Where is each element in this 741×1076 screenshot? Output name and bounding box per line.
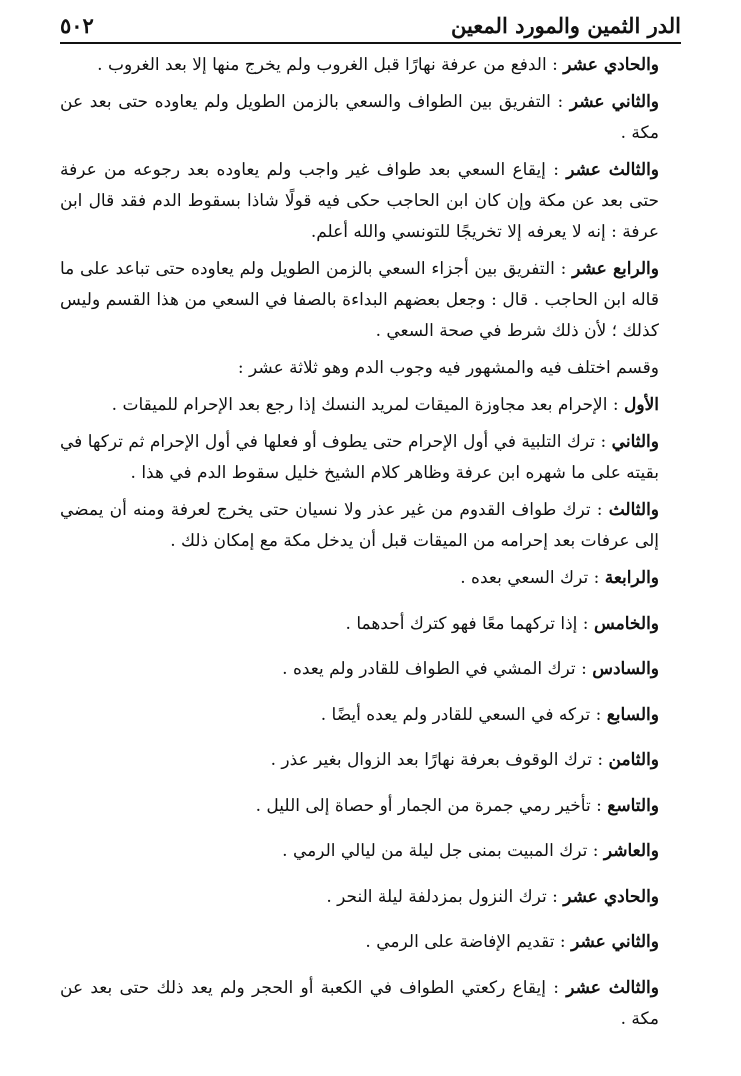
paragraph [60,495,659,557]
paragraph-text: ترك السعي بعده . [460,568,589,588]
paragraph [60,973,659,1035]
paragraph [60,791,659,822]
separator: : [575,659,593,679]
separator: : [577,613,594,634]
separator: : [595,432,612,452]
separator: : [545,977,567,998]
paragraph [60,427,659,489]
paragraph-text: ترك الوقوف بعرفة نهارًا بعد الزوال بغير عذر . [270,750,592,770]
paragraph [60,353,659,384]
separator: : [550,92,570,112]
paragraph [60,882,659,913]
paragraph-lead: والثامن [608,750,659,770]
separator: : [607,395,625,415]
separator: : [590,795,608,816]
paragraph-text: إذا تركهما معًا فهو كترك أحدهما . [345,613,578,634]
paragraph-lead: والثاني عشر [571,932,659,952]
separator: : [590,704,607,725]
paragraph-lead: والرابعة [604,568,659,588]
paragraph [60,155,659,248]
paragraph [60,836,659,867]
paragraph [60,87,659,149]
separator: : [554,932,572,952]
paragraph [60,563,659,594]
paragraph-text: ترك طواف القدوم من غير عذر ولا نسيان حتى يخرج لعرفة ومنه أن يمضي إلى عرفات بعد إحرامه من الميقات قبل أن يدخل مكة مع إمكان ذلك . [60,500,659,551]
paragraph-text: تأخير رمي جمرة من الجمار أو حصاة إلى الليل . [255,795,591,816]
paragraph-lead: والحادي عشر [563,55,659,75]
book-title: الدر الثمين والمورد المعين [450,13,681,38]
page-header [60,6,681,44]
paragraph-text: ترك المشي في الطواف للقادر ولم يعده . [282,659,576,679]
paragraph [60,654,659,685]
paragraph-text: تركه في السعي للقادر ولم يعده أيضًا . [320,704,591,725]
paragraph-text: ترك التلبية في أول الإحرام حتى يطوف أو فعلها في أول الإحرام ثم تركها في بقيته على ما شهره ابن عرفة وظاهر كلام الشيخ خليل سقوط الدم في هذا . [60,432,659,483]
separator: : [588,568,605,588]
paragraph-text: التفريق بين أجزاء السعي بالزمن الطويل ولم يعاوده حتى تباعد على ما قاله ابن الحاجب . قال : وجعل بعضهم البداءة بالصفا في السعي من هذا القسم وليس كذلك ؛ لأن ذلك شرط في صحة السعي . [60,259,659,341]
separator: : [590,500,609,520]
paragraph-lead: والثاني عشر [569,92,659,112]
paragraph-lead: والخامس [593,613,659,634]
paragraph-text: ترك النزول بمزدلفة ليلة النحر . [326,886,547,907]
paragraph-lead: والثالث [608,500,659,520]
paragraph-text: تقديم الإفاضة على الرمي . [365,932,555,952]
paragraph-lead: والتاسع [607,795,659,816]
paragraph [60,927,659,958]
paragraph-text: إيقاع السعي بعد طواف غير واجب ولم يعاوده بعد رجوعه من عرفة حتى بعد عن مكة وإن كان ابن الحاجب حكى فيه قولًا شاذا بسقوط الدم فقد قال ابن عرفة : إنه لا يعرفه إلا تخريجًا للتونسي والله أعلم. [60,160,659,242]
paragraph-lead: والسابع [606,704,659,725]
separator: : [545,160,567,180]
paragraph-lead: والحادي عشر [563,886,659,907]
separator: : [546,886,564,907]
paragraph-text: ترك المبيت بمنى جل ليلة من ليالي الرمي . [282,841,588,861]
paragraph [60,254,659,347]
paragraph-lead: والثالث عشر [566,977,659,998]
paragraph-lead: والثاني [611,432,659,452]
paragraph-text: وقسم اختلف فيه والمشهور فيه وجوب الدم وهو ثلاثة عشر : [237,358,659,378]
page-number: ٥٠٢ [60,13,94,38]
separator: : [587,841,604,861]
paragraph-lead: والثالث عشر [566,160,660,180]
separator: : [591,750,609,770]
paragraph [60,700,659,731]
paragraph-text: إيقاع ركعتي الطواف في الكعبة أو الحجر ولم يعد ذلك حتى بعد عن مكة . [60,977,659,1029]
paragraph-text: الدفع من عرفة نهارًا قبل الغروب ولم يخرج منها إلا بعد الغروب . [97,55,547,75]
paragraph-lead: والسادس [592,659,659,679]
page-body [60,50,659,1049]
paragraph-lead: الأول [624,395,659,415]
paragraph-text: الإحرام بعد مجاوزة الميقات لمريد النسك إذا رجع بعد الإحرام للميقات . [111,395,608,415]
paragraph-lead: والعاشر [603,841,659,861]
paragraph-lead: والرابع عشر [572,259,659,279]
paragraph [60,50,659,81]
paragraph [60,745,659,776]
paragraph-text: التفريق بين الطواف والسعي بالزمن الطويل ولم يعاوده حتى بعد عن مكة . [60,92,659,143]
paragraph [60,390,659,421]
paragraph [60,609,659,640]
separator: : [554,259,573,279]
separator: : [546,55,564,75]
